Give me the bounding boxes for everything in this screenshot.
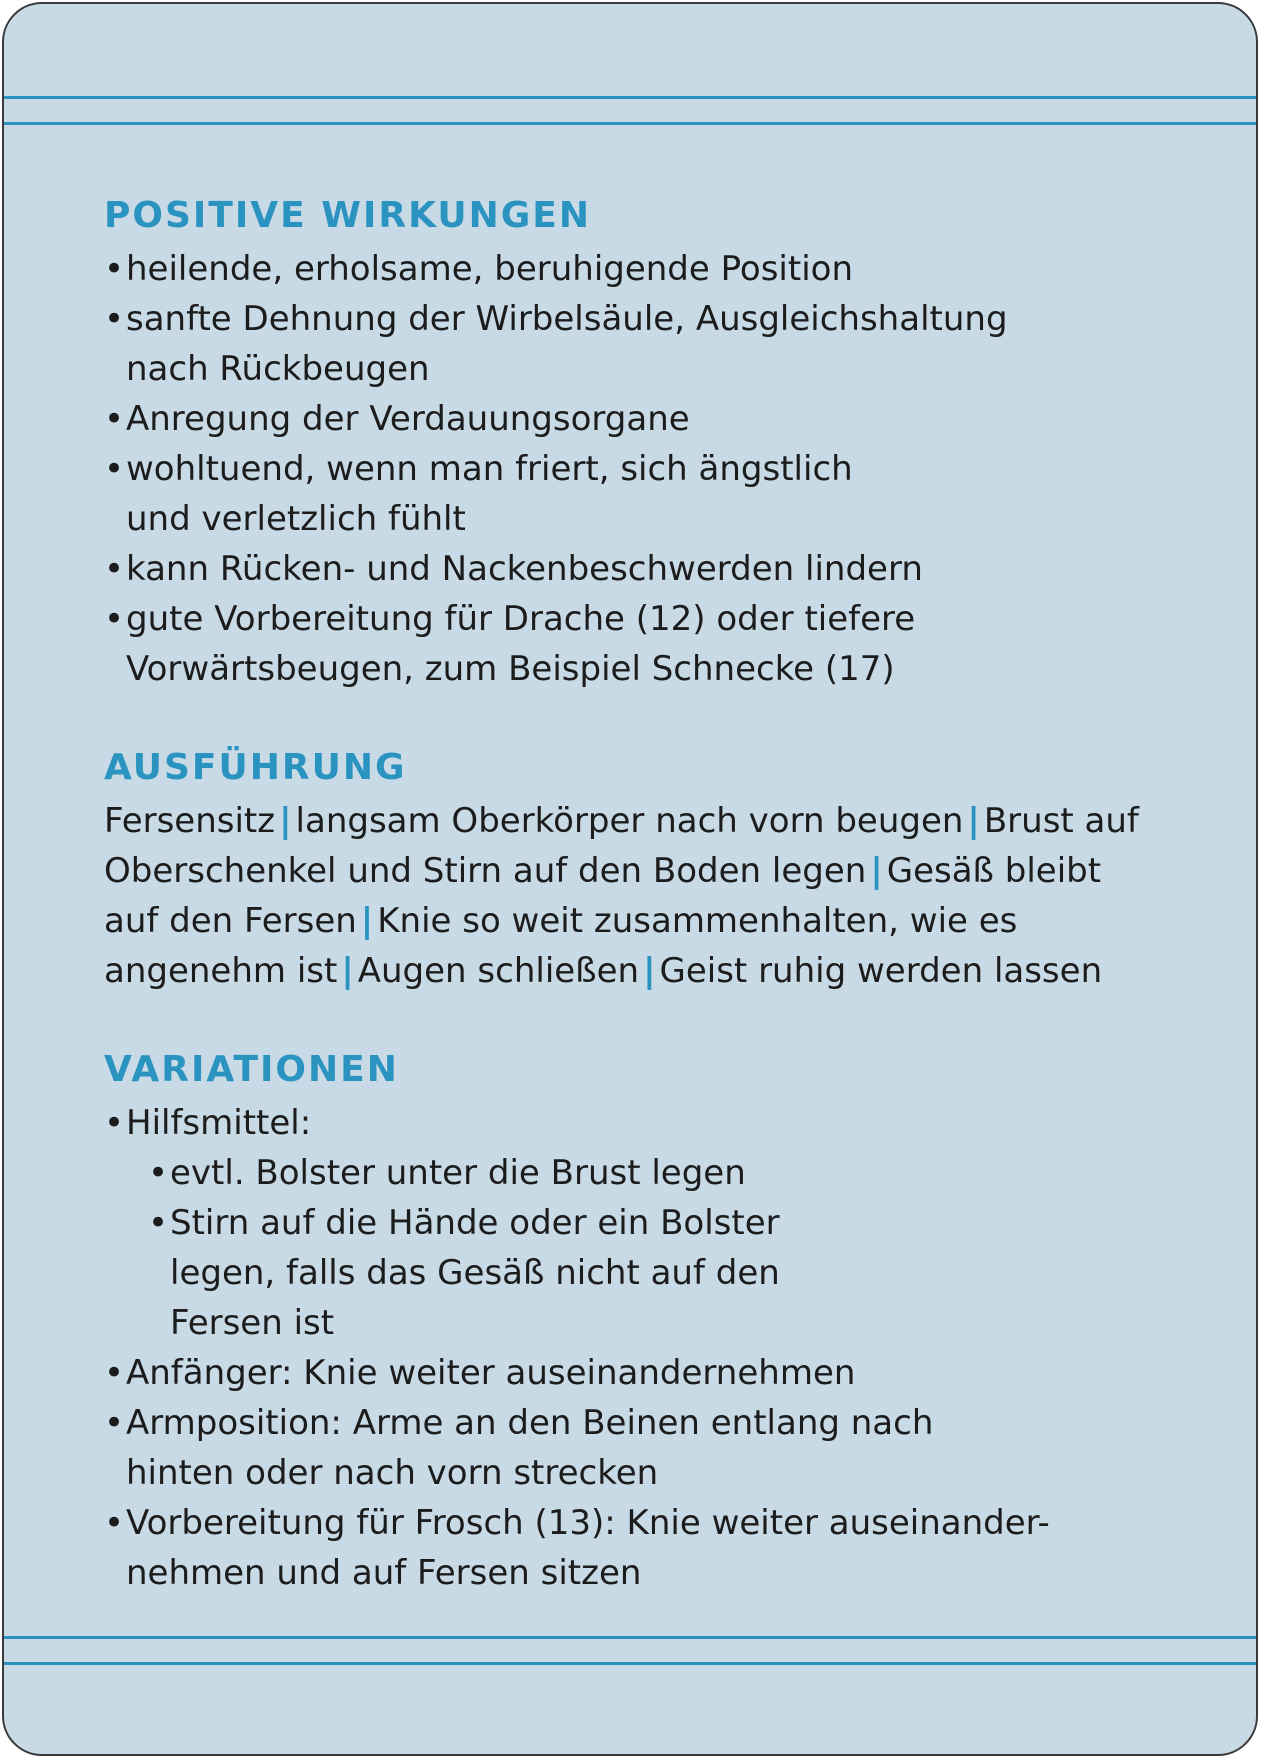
list-item: • gute Vorbereitung für Drache (12) oder tiefere Vorwärtsbeugen, zum Beispiel Schnecke (17): [104, 594, 986, 694]
section-heading: VARIATIONEN: [104, 1049, 399, 1090]
step-text: Brust auf Oberschenkel und Stirn auf den Boden legen: [104, 801, 1139, 891]
list-item: • Vorbereitung für Frosch (13): Knie weiter auseinander-nehmen und auf Fersen sitzen: [104, 1498, 1106, 1598]
top-rule-1: [4, 96, 1256, 99]
step-separator: |: [643, 951, 656, 991]
section-ausfuehrung: [104, 740, 1184, 996]
list-item: • Anfänger: Knie weiter auseinandernehmen: [104, 1348, 1086, 1398]
step-separator: |: [967, 801, 980, 841]
list-item: • kann Rücken- und Nackenbeschwerden lindern: [104, 544, 1086, 594]
list-item: • Anregung der Verdauungsorgane: [104, 394, 1086, 444]
ausfuehrung-paragraph: [104, 796, 1164, 996]
step-text: Knie so weit zusammenhalten, wie es angenehm ist: [104, 901, 1018, 991]
step-text: langsam Oberkörper nach vorn beugen: [295, 801, 964, 841]
section-heading: POSITIVE WIRKUNGEN: [104, 195, 591, 236]
instruction-card: [2, 2, 1258, 1756]
step-text: Augen schließen: [357, 951, 640, 991]
list-item: • heilende, erholsame, beruhigende Position: [104, 244, 1086, 294]
section-positive-wirkungen: [104, 188, 1184, 694]
list-item: • Hilfsmittel:: [104, 1098, 1086, 1148]
step-separator: |: [341, 951, 354, 991]
bottom-rule-2: [4, 1662, 1256, 1665]
list-item: • sanfte Dehnung der Wirbelsäule, Ausgleichshaltung nach Rückbeugen: [104, 294, 1086, 394]
step-separator: |: [870, 851, 883, 891]
step-separator: |: [279, 801, 292, 841]
step-text: Gesäß bleibt auf den Fersen: [104, 851, 1102, 941]
step-text: Geist ruhig werden lassen: [659, 951, 1103, 991]
section-heading: AUSFÜHRUNG: [104, 747, 407, 788]
list-item: • Armposition: Arme an den Beinen entlang nach hinten oder nach vorn strecken: [104, 1398, 986, 1498]
card-content: [104, 188, 1184, 1644]
sub-list-item: • Stirn auf die Hände oder ein Bolster legen, falls das Gesäß nicht auf den Fersen ist: [104, 1198, 890, 1348]
top-rule-2: [4, 122, 1256, 125]
step-separator: |: [360, 901, 374, 941]
section-variationen: [104, 1042, 1184, 1598]
list-item: • wohltuend, wenn man friert, sich ängstlich und verletzlich fühlt: [104, 444, 886, 544]
step-text: Fersensitz: [104, 801, 276, 841]
sub-list-item: • evtl. Bolster unter die Brust legen: [104, 1148, 1070, 1198]
bottom-rule-1: [4, 1636, 1256, 1639]
